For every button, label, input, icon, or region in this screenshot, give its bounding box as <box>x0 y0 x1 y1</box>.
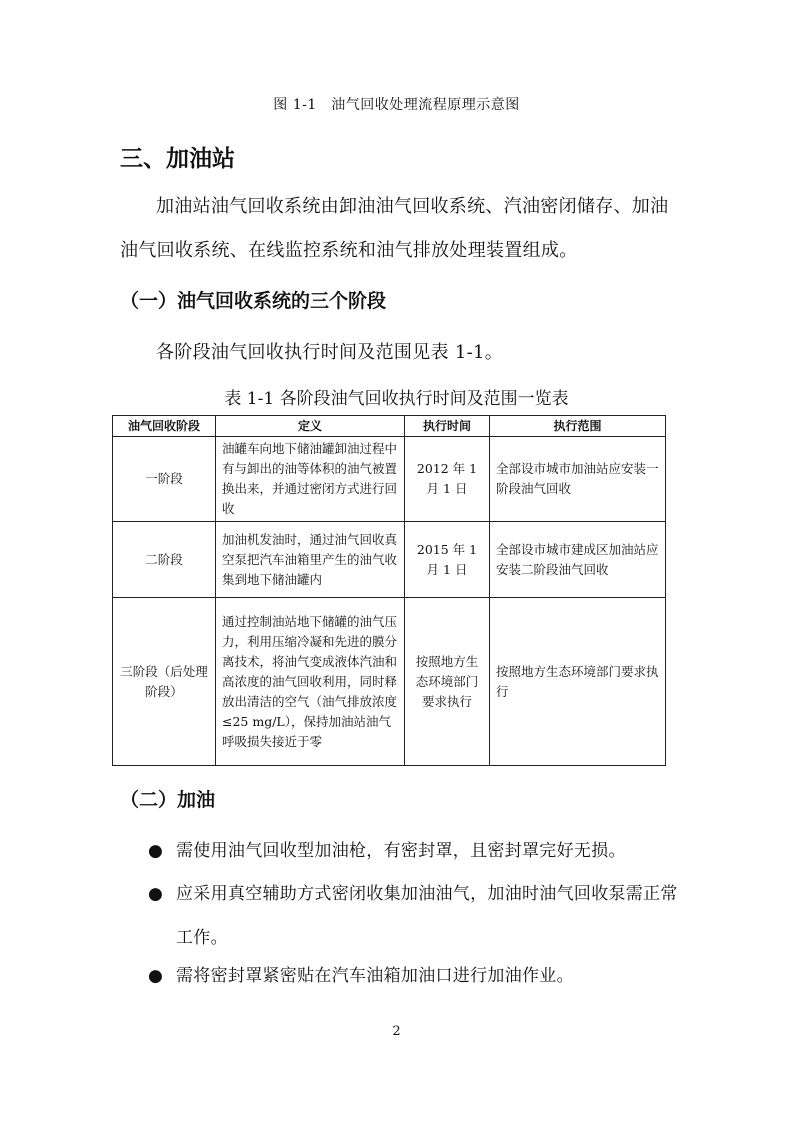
bullet-dot-icon: ● <box>148 841 163 861</box>
scope-cell: 全部设市城市加油站应安装一阶段油气回收 <box>490 437 666 522</box>
table-row <box>113 437 666 522</box>
section-title: 三、加油站 <box>120 146 235 172</box>
intro-line-2: 油气回收系统、在线监控系统和油气排放处理装置组成。 <box>120 240 578 261</box>
stage-cell: 二阶段 <box>113 522 216 598</box>
bullet-dot-icon: ● <box>148 884 163 904</box>
table-caption: 表 1-1 各阶段油气回收执行时间及范围一览表 <box>224 389 569 409</box>
bullet-item-2: 应采用真空辅助方式密闭收集加油油气，加油时油气回收泵需正常工作。 <box>176 884 678 948</box>
header-scope: 执行范围 <box>490 416 666 437</box>
definition-cell: 通过控制油站地下储罐的油气压力，利用压缩冷凝和先进的膜分离技术，将油气变成液体汽油和高浓度的油气回收利用，同时释放出清洁的空气（油气排放浓度≤25 mg/L），保持加油站油气呼吸损失接近于零 <box>216 598 405 766</box>
table-header-row <box>113 416 666 437</box>
stages-table <box>112 415 666 766</box>
definition-cell: 油罐车向地下储油罐卸油过程中有与卸出的油等体积的油气被置换出来，并通过密闭方式进行回收 <box>216 437 405 522</box>
header-definition: 定义 <box>216 416 405 437</box>
page-number: 2 <box>392 1024 401 1039</box>
stage-cell: 一阶段 <box>113 437 216 522</box>
time-cell: 2012 年 1 月 1 日 <box>405 437 490 522</box>
stage-cell: 三阶段（后处理阶段） <box>113 598 216 766</box>
definition-cell: 加油机发油时，通过油气回收真空泵把汽车油箱里产生的油气收集到地下储油罐内 <box>216 522 405 598</box>
figure-caption: 图 1-1 油气回收处理流程原理示意图 <box>273 97 520 113</box>
time-cell: 2015 年 1 月 1 日 <box>405 522 490 598</box>
bullet-item-1: 需使用油气回收型加油枪，有密封罩，且密封罩完好无损。 <box>176 841 626 861</box>
table-row <box>113 598 666 766</box>
bullet-item-3: 需将密封罩紧密贴在汽车油箱加油口进行加油作业。 <box>176 966 574 986</box>
subsection-1-paragraph: 各阶段油气回收执行时间及范围见表 1-1。 <box>156 342 504 363</box>
header-time: 执行时间 <box>405 416 490 437</box>
intro-line-1: 加油站油气回收系统由卸油油气回收系统、汽油密闭储存、加油 <box>156 196 669 217</box>
scope-cell: 按照地方生态环境部门要求执行 <box>490 598 666 766</box>
table-row <box>113 522 666 598</box>
subsection-2-title: （二）加油 <box>120 789 216 811</box>
time-cell: 按照地方生态环境部门要求执行 <box>405 598 490 766</box>
header-stage: 油气回收阶段 <box>113 416 216 437</box>
subsection-1-title: （一）油气回收系统的三个阶段 <box>120 290 387 312</box>
scope-cell: 全部设市城市建成区加油站应安装二阶段油气回收 <box>490 522 666 598</box>
bullet-dot-icon: ● <box>148 966 163 986</box>
